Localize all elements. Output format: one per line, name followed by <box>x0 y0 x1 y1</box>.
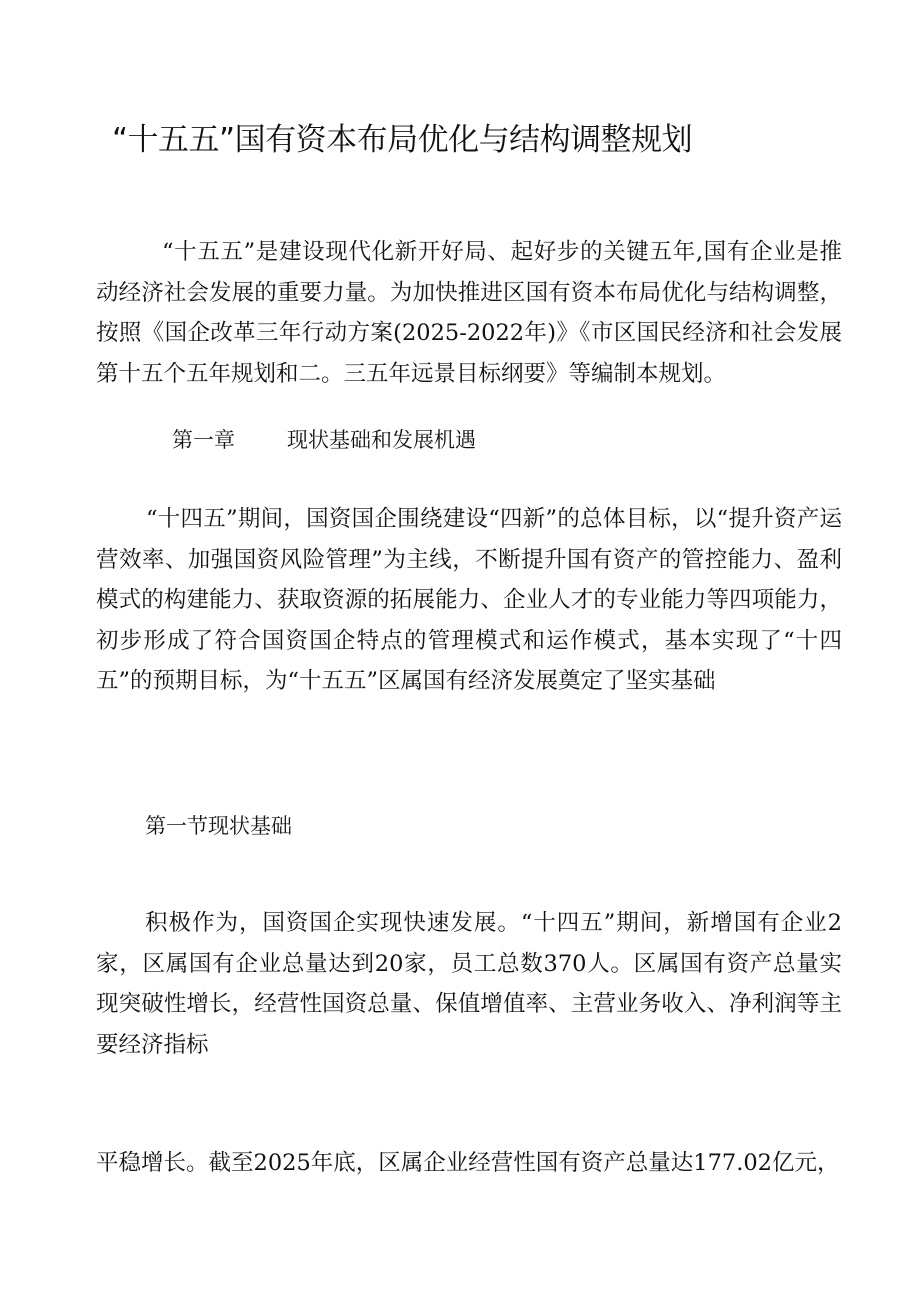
continuation-paragraph: 平稳增长。截至2025年底，区属企业经营性国有资产总量达177.02亿元， <box>96 1150 840 1176</box>
document-title: “十五五”国有资本布局优化与结构调整规划 <box>112 122 693 158</box>
section-paragraph: 积极作为，国资国企实现快速发展。“十四五”期间，新增国有企业2家，区属国有企业总量达到20家，员工总数370人。区属国有资产总量实现突破性增长，经营性国资总量、保值增值率、主营业务收入、净利润等主要经济指标 <box>96 910 842 1058</box>
chapter-heading <box>172 422 476 458</box>
intro-paragraph: “十五五”是建设现代化新开好局、起好步的关键五年,国有企业是推动经济社会发展的重要力量。为加快推进区国有资本布局优化与结构调整，按照《国企改革三年行动方案(2025-2022年)》《市区国民经济和社会发展第十五个五年规划和二。三五年远景目标纲要》等编制本规划。 <box>96 239 842 387</box>
section-heading: 第一节现状基础 <box>145 814 292 838</box>
chapter-title: 现状基础和发展机遇 <box>287 428 476 452</box>
chapter-number: 第一章 <box>172 428 235 452</box>
chapter-paragraph: “十四五”期间，国资国企围绕建设“四新”的总体目标，以“提升资产运营效率、加强国资风险管理”为主线，不断提升国有资产的管控能力、盈利模式的构建能力、获取资源的拓展能力、企业人才的专业能力等四项能力，初步形成了符合国资国企特点的管理模式和运作模式，基本实现了“十四五”的预期目标，为“十五五”区属国有经济发展奠定了坚实基础 <box>96 506 842 694</box>
